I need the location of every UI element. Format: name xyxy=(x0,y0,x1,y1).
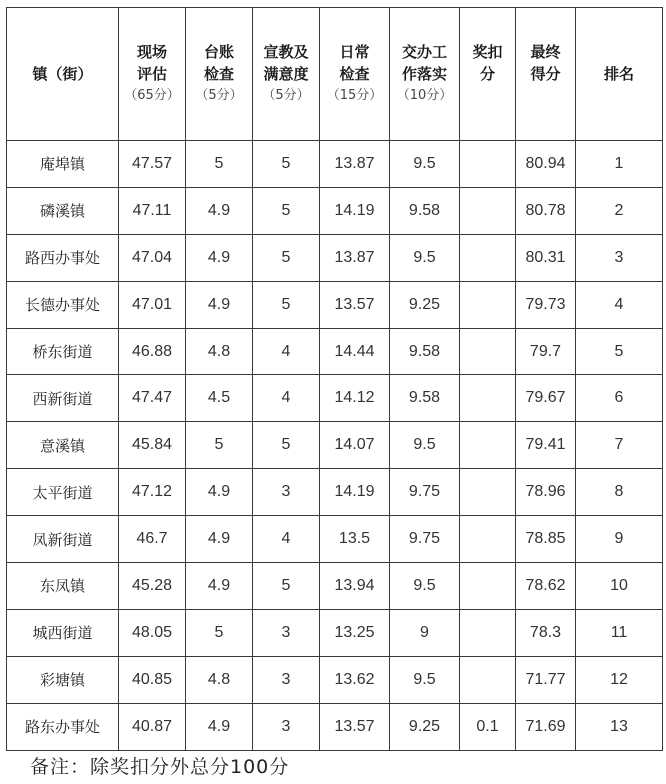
cell-onsite: 40.87 xyxy=(119,703,186,750)
cell-town: 路东办事处 xyxy=(7,703,119,750)
table-row xyxy=(7,609,663,656)
header-task: 交办工 作落实 （10分） xyxy=(390,8,460,141)
cell-task: 9.58 xyxy=(390,187,460,234)
cell-rank: 2 xyxy=(576,187,663,234)
cell-final: 80.78 xyxy=(516,187,576,234)
score-table xyxy=(6,7,663,751)
cell-task: 9.75 xyxy=(390,516,460,563)
cell-onsite: 46.7 xyxy=(119,516,186,563)
cell-daily: 13.62 xyxy=(320,656,390,703)
header-edu: 宣教及 满意度 （5分） xyxy=(253,8,320,141)
cell-daily: 13.57 xyxy=(320,703,390,750)
cell-final: 71.69 xyxy=(516,703,576,750)
cell-edu: 5 xyxy=(253,563,320,610)
cell-onsite: 47.04 xyxy=(119,234,186,281)
cell-rank: 5 xyxy=(576,328,663,375)
cell-bonus xyxy=(460,469,516,516)
header-rank: 排名 xyxy=(576,8,663,141)
table-row xyxy=(7,328,663,375)
cell-rank: 10 xyxy=(576,563,663,610)
cell-onsite: 47.12 xyxy=(119,469,186,516)
cell-town: 城西街道 xyxy=(7,609,119,656)
cell-edu: 5 xyxy=(253,141,320,188)
cell-rank: 6 xyxy=(576,375,663,422)
cell-town: 西新街道 xyxy=(7,375,119,422)
cell-bonus xyxy=(460,281,516,328)
cell-onsite: 46.88 xyxy=(119,328,186,375)
footnote: 备注：除奖扣分外总分100分 xyxy=(30,756,290,778)
cell-bonus xyxy=(460,187,516,234)
cell-onsite: 47.47 xyxy=(119,375,186,422)
cell-bonus xyxy=(460,234,516,281)
cell-rank: 3 xyxy=(576,234,663,281)
cell-ledger: 4.9 xyxy=(186,563,253,610)
cell-edu: 4 xyxy=(253,516,320,563)
header-onsite: 现场 评估 （65分） xyxy=(119,8,186,141)
cell-rank: 4 xyxy=(576,281,663,328)
cell-edu: 3 xyxy=(253,703,320,750)
table-row xyxy=(7,469,663,516)
cell-ledger: 5 xyxy=(186,141,253,188)
cell-town: 凤新街道 xyxy=(7,516,119,563)
cell-edu: 4 xyxy=(253,328,320,375)
cell-task: 9.5 xyxy=(390,656,460,703)
cell-ledger: 4.5 xyxy=(186,375,253,422)
cell-rank: 1 xyxy=(576,141,663,188)
cell-final: 78.3 xyxy=(516,609,576,656)
cell-daily: 14.19 xyxy=(320,187,390,234)
table-row xyxy=(7,187,663,234)
cell-bonus: 0.1 xyxy=(460,703,516,750)
cell-final: 80.94 xyxy=(516,141,576,188)
header-final: 最终 得分 xyxy=(516,8,576,141)
cell-task: 9.58 xyxy=(390,375,460,422)
cell-ledger: 4.9 xyxy=(186,187,253,234)
cell-final: 78.96 xyxy=(516,469,576,516)
cell-daily: 13.5 xyxy=(320,516,390,563)
cell-edu: 3 xyxy=(253,656,320,703)
header-town: 镇（街） xyxy=(7,8,119,141)
table-row xyxy=(7,703,663,750)
cell-town: 东凤镇 xyxy=(7,563,119,610)
cell-task: 9.25 xyxy=(390,281,460,328)
cell-task: 9 xyxy=(390,609,460,656)
cell-daily: 14.07 xyxy=(320,422,390,469)
cell-final: 79.67 xyxy=(516,375,576,422)
cell-onsite: 47.01 xyxy=(119,281,186,328)
header-ledger: 台账 检查 （5分） xyxy=(186,8,253,141)
cell-rank: 7 xyxy=(576,422,663,469)
header-bonus: 奖扣 分 xyxy=(460,8,516,141)
cell-town: 太平街道 xyxy=(7,469,119,516)
cell-daily: 14.19 xyxy=(320,469,390,516)
cell-rank: 13 xyxy=(576,703,663,750)
cell-edu: 5 xyxy=(253,422,320,469)
cell-town: 磷溪镇 xyxy=(7,187,119,234)
cell-final: 78.85 xyxy=(516,516,576,563)
cell-edu: 5 xyxy=(253,234,320,281)
cell-final: 79.73 xyxy=(516,281,576,328)
cell-rank: 9 xyxy=(576,516,663,563)
cell-task: 9.5 xyxy=(390,234,460,281)
cell-onsite: 45.28 xyxy=(119,563,186,610)
cell-task: 9.5 xyxy=(390,141,460,188)
cell-bonus xyxy=(460,422,516,469)
cell-ledger: 5 xyxy=(186,609,253,656)
cell-daily: 13.57 xyxy=(320,281,390,328)
cell-rank: 11 xyxy=(576,609,663,656)
cell-ledger: 4.8 xyxy=(186,328,253,375)
cell-bonus xyxy=(460,375,516,422)
table-row xyxy=(7,516,663,563)
cell-task: 9.75 xyxy=(390,469,460,516)
cell-town: 长德办事处 xyxy=(7,281,119,328)
cell-daily: 13.25 xyxy=(320,609,390,656)
table-row xyxy=(7,656,663,703)
cell-onsite: 47.11 xyxy=(119,187,186,234)
header-row xyxy=(7,8,663,141)
cell-bonus xyxy=(460,563,516,610)
cell-onsite: 45.84 xyxy=(119,422,186,469)
cell-edu: 5 xyxy=(253,187,320,234)
table-row xyxy=(7,375,663,422)
cell-edu: 5 xyxy=(253,281,320,328)
table-row xyxy=(7,563,663,610)
cell-ledger: 4.9 xyxy=(186,703,253,750)
cell-daily: 13.94 xyxy=(320,563,390,610)
cell-bonus xyxy=(460,609,516,656)
cell-ledger: 4.9 xyxy=(186,469,253,516)
cell-edu: 3 xyxy=(253,469,320,516)
cell-bonus xyxy=(460,328,516,375)
cell-ledger: 5 xyxy=(186,422,253,469)
cell-bonus xyxy=(460,516,516,563)
cell-ledger: 4.8 xyxy=(186,656,253,703)
cell-town: 庵埠镇 xyxy=(7,141,119,188)
cell-daily: 14.12 xyxy=(320,375,390,422)
cell-task: 9.58 xyxy=(390,328,460,375)
cell-town: 路西办事处 xyxy=(7,234,119,281)
table-row xyxy=(7,141,663,188)
cell-town: 意溪镇 xyxy=(7,422,119,469)
cell-final: 71.77 xyxy=(516,656,576,703)
cell-task: 9.5 xyxy=(390,563,460,610)
cell-final: 79.7 xyxy=(516,328,576,375)
cell-task: 9.5 xyxy=(390,422,460,469)
cell-daily: 13.87 xyxy=(320,234,390,281)
table-row xyxy=(7,422,663,469)
cell-rank: 12 xyxy=(576,656,663,703)
cell-bonus xyxy=(460,656,516,703)
cell-edu: 3 xyxy=(253,609,320,656)
cell-final: 79.41 xyxy=(516,422,576,469)
cell-ledger: 4.9 xyxy=(186,516,253,563)
cell-edu: 4 xyxy=(253,375,320,422)
cell-final: 80.31 xyxy=(516,234,576,281)
cell-bonus xyxy=(460,141,516,188)
cell-rank: 8 xyxy=(576,469,663,516)
cell-ledger: 4.9 xyxy=(186,234,253,281)
cell-final: 78.62 xyxy=(516,563,576,610)
cell-ledger: 4.9 xyxy=(186,281,253,328)
cell-town: 彩塘镇 xyxy=(7,656,119,703)
table-row xyxy=(7,281,663,328)
cell-town: 桥东街道 xyxy=(7,328,119,375)
cell-onsite: 47.57 xyxy=(119,141,186,188)
cell-onsite: 48.05 xyxy=(119,609,186,656)
cell-onsite: 40.85 xyxy=(119,656,186,703)
cell-daily: 14.44 xyxy=(320,328,390,375)
cell-daily: 13.87 xyxy=(320,141,390,188)
table-row xyxy=(7,234,663,281)
header-daily: 日常 检查 （15分） xyxy=(320,8,390,141)
cell-task: 9.25 xyxy=(390,703,460,750)
